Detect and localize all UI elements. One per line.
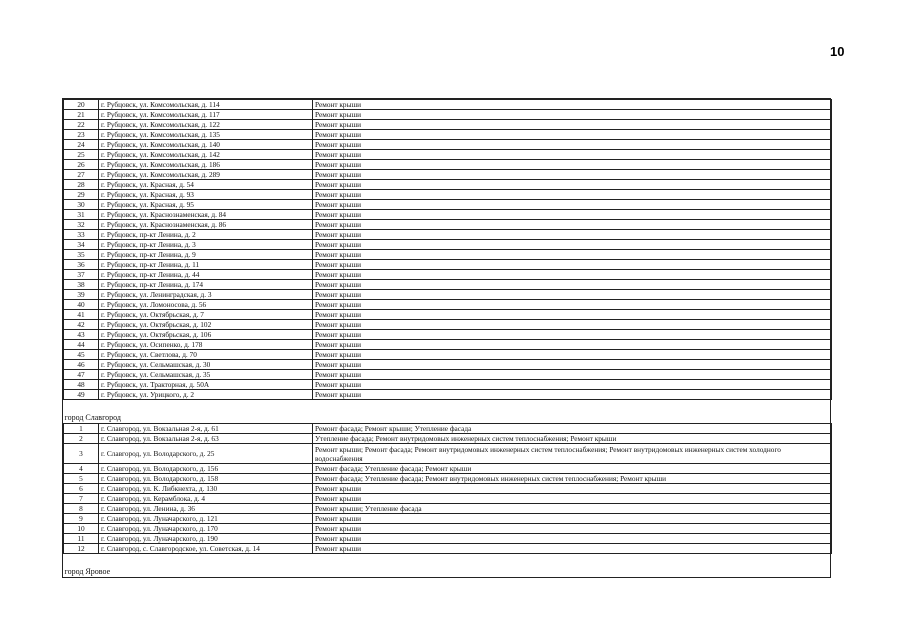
repair-list-table — [63, 99, 832, 577]
table-row — [64, 200, 832, 210]
row-address: г. Рубцовск, ул. Краснознаменская, д. 84 — [99, 210, 313, 220]
row-work-type: Ремонт крыши — [313, 514, 832, 524]
row-work-type: Ремонт крыши — [313, 320, 832, 330]
table-row — [64, 280, 832, 290]
row-number: 7 — [64, 494, 99, 504]
row-work-type: Ремонт крыши — [313, 494, 832, 504]
table-row — [64, 120, 832, 130]
table-row — [64, 110, 832, 120]
row-number: 37 — [64, 270, 99, 280]
row-number: 41 — [64, 310, 99, 320]
row-work-type: Ремонт крыши — [313, 260, 832, 270]
row-number: 1 — [64, 424, 99, 434]
row-work-type: Ремонт крыши — [313, 150, 832, 160]
row-number: 24 — [64, 140, 99, 150]
rubtsovsk-rows — [64, 100, 832, 400]
table-row — [64, 310, 832, 320]
table-row — [64, 524, 832, 534]
table-row — [64, 250, 832, 260]
row-number: 42 — [64, 320, 99, 330]
table-row — [64, 260, 832, 270]
row-work-type: Ремонт фасада; Ремонт крыши; Утепление фасада — [313, 424, 832, 434]
table-row — [64, 290, 832, 300]
row-address: г. Славгород, ул. Ленина, д. 36 — [99, 504, 313, 514]
row-address: г. Рубцовск, ул. Сельмашская, д. 35 — [99, 370, 313, 380]
row-work-type: Ремонт крыши — [313, 250, 832, 260]
row-address: г. Рубцовск, ул. Сельмашская, д. 30 — [99, 360, 313, 370]
row-work-type: Ремонт крыши — [313, 120, 832, 130]
row-number: 46 — [64, 360, 99, 370]
row-number: 6 — [64, 484, 99, 494]
row-work-type: Ремонт крыши — [313, 534, 832, 544]
row-number: 5 — [64, 474, 99, 484]
row-number: 38 — [64, 280, 99, 290]
section-heading-row — [64, 412, 832, 424]
table-row — [64, 380, 832, 390]
row-address: г. Рубцовск, ул. Комсомольская, д. 122 — [99, 120, 313, 130]
row-number: 26 — [64, 160, 99, 170]
row-number: 47 — [64, 370, 99, 380]
table-row — [64, 444, 832, 464]
row-work-type: Ремонт крыши; Ремонт фасада; Ремонт внутридомовых инженерных систем теплоснабжения; Ремонт внутридомовых инженерных систем холодного водоснабжения — [313, 444, 832, 464]
row-work-type: Ремонт крыши — [313, 350, 832, 360]
table-row — [64, 504, 832, 514]
row-work-type: Ремонт крыши — [313, 190, 832, 200]
row-address: г. Славгород, ул. Володарского, д. 156 — [99, 464, 313, 474]
table-row — [64, 190, 832, 200]
table-row — [64, 390, 832, 400]
row-work-type: Ремонт фасада; Утепление фасада; Ремонт внутридомовых инженерных систем теплоснабжения; Ремонт крыши — [313, 474, 832, 484]
row-address: г. Рубцовск, ул. Комсомольская, д. 186 — [99, 160, 313, 170]
row-address: г. Рубцовск, пр-кт Ленина, д. 174 — [99, 280, 313, 290]
row-address: г. Рубцовск, ул. Комсомольская, д. 114 — [99, 100, 313, 110]
row-address: г. Рубцовск, ул. Комсомольская, д. 142 — [99, 150, 313, 160]
row-address: г. Славгород, ул. Вокзальная 2-я, д. 63 — [99, 434, 313, 444]
row-number: 48 — [64, 380, 99, 390]
table-row — [64, 180, 832, 190]
row-work-type: Ремонт крыши — [313, 100, 832, 110]
row-number: 2 — [64, 434, 99, 444]
row-work-type: Ремонт крыши — [313, 160, 832, 170]
row-work-type: Ремонт крыши — [313, 170, 832, 180]
row-address: г. Славгород, ул. Луначарского, д. 190 — [99, 534, 313, 544]
row-address: г. Славгород, с. Славгородское, ул. Советская, д. 14 — [99, 544, 313, 554]
row-number: 49 — [64, 390, 99, 400]
table-row — [64, 370, 832, 380]
row-number: 20 — [64, 100, 99, 110]
row-work-type: Ремонт крыши — [313, 130, 832, 140]
row-address: г. Рубцовск, ул. Комсомольская, д. 135 — [99, 130, 313, 140]
row-work-type: Ремонт крыши — [313, 180, 832, 190]
row-address: г. Рубцовск, ул. Комсомольская, д. 140 — [99, 140, 313, 150]
row-address: г. Рубцовск, ул. Комсомольская, д. 117 — [99, 110, 313, 120]
row-number: 11 — [64, 534, 99, 544]
row-number: 8 — [64, 504, 99, 514]
repair-table — [62, 98, 831, 577]
row-address: г. Рубцовск, пр-кт Ленина, д. 11 — [99, 260, 313, 270]
table-row — [64, 320, 832, 330]
row-number: 10 — [64, 524, 99, 534]
table-row — [64, 100, 832, 110]
row-number: 32 — [64, 220, 99, 230]
row-address: г. Рубцовск, ул. Урицкого, д. 2 — [99, 390, 313, 400]
page-number: 10 — [830, 44, 845, 59]
table-row — [64, 170, 832, 180]
row-address: г. Славгород, ул. Луначарского, д. 170 — [99, 524, 313, 534]
table-row — [64, 434, 832, 444]
row-address: г. Рубцовск, пр-кт Ленина, д. 3 — [99, 240, 313, 250]
row-address: г. Славгород, ул. Володарского, д. 158 — [99, 474, 313, 484]
row-address: г. Рубцовск, ул. Октябрьская, д. 102 — [99, 320, 313, 330]
table-row — [64, 210, 832, 220]
row-address: г. Рубцовск, ул. Октябрьская, д. 7 — [99, 310, 313, 320]
table-row — [64, 150, 832, 160]
row-address: г. Рубцовск, ул. Краснознаменская, д. 86 — [99, 220, 313, 230]
row-number: 12 — [64, 544, 99, 554]
table-row — [64, 330, 832, 340]
row-address: г. Рубцовск, ул. Ломоносова, д. 56 — [99, 300, 313, 310]
row-number: 43 — [64, 330, 99, 340]
row-address: г. Рубцовск, ул. Красная, д. 54 — [99, 180, 313, 190]
row-address: г. Рубцовск, ул. Октябрьская, д. 106 — [99, 330, 313, 340]
row-work-type: Ремонт крыши — [313, 524, 832, 534]
row-number: 40 — [64, 300, 99, 310]
row-work-type: Ремонт крыши — [313, 270, 832, 280]
table-row — [64, 424, 832, 434]
row-address: г. Рубцовск, ул. Осипенко, д. 178 — [99, 340, 313, 350]
section-heading-row — [64, 566, 832, 577]
row-number: 30 — [64, 200, 99, 210]
row-address: г. Славгород, ул. Вокзальная 2-я, д. 61 — [99, 424, 313, 434]
row-work-type: Ремонт крыши — [313, 390, 832, 400]
row-address: г. Рубцовск, ул. Светлова, д. 70 — [99, 350, 313, 360]
row-number: 45 — [64, 350, 99, 360]
row-work-type: Ремонт крыши — [313, 484, 832, 494]
row-number: 25 — [64, 150, 99, 160]
row-work-type: Утепление фасада; Ремонт внутридомовых инженерных систем теплоснабжения; Ремонт крыши — [313, 434, 832, 444]
table-row — [64, 240, 832, 250]
slavgorod-section — [64, 400, 832, 424]
row-address: г. Рубцовск, пр-кт Ленина, д. 9 — [99, 250, 313, 260]
row-address: г. Рубцовск, пр-кт Ленина, д. 2 — [99, 230, 313, 240]
row-work-type: Ремонт крыши — [313, 300, 832, 310]
row-work-type: Ремонт крыши — [313, 290, 832, 300]
row-number: 21 — [64, 110, 99, 120]
row-work-type: Ремонт крыши — [313, 230, 832, 240]
row-work-type: Ремонт крыши — [313, 110, 832, 120]
row-work-type: Ремонт крыши — [313, 340, 832, 350]
row-work-type: Ремонт крыши — [313, 210, 832, 220]
yarovoe-section — [64, 554, 832, 578]
table-row — [64, 300, 832, 310]
row-number: 31 — [64, 210, 99, 220]
row-address: г. Славгород, ул. Луначарского, д. 121 — [99, 514, 313, 524]
row-address: г. Рубцовск, ул. Красная, д. 95 — [99, 200, 313, 210]
row-work-type: Ремонт крыши — [313, 200, 832, 210]
row-number: 27 — [64, 170, 99, 180]
table-row — [64, 474, 832, 484]
row-address: г. Славгород, ул. Володарского, д. 25 — [99, 444, 313, 464]
row-work-type: Ремонт крыши — [313, 310, 832, 320]
row-number: 34 — [64, 240, 99, 250]
table-bottom-border — [62, 577, 831, 578]
row-number: 3 — [64, 444, 99, 464]
row-number: 4 — [64, 464, 99, 474]
row-address: г. Рубцовск, ул. Ленинградская, д. 3 — [99, 290, 313, 300]
row-number: 39 — [64, 290, 99, 300]
row-number: 36 — [64, 260, 99, 270]
row-work-type: Ремонт фасада; Утепление фасада; Ремонт крыши — [313, 464, 832, 474]
row-number: 44 — [64, 340, 99, 350]
row-number: 9 — [64, 514, 99, 524]
row-work-type: Ремонт крыши — [313, 280, 832, 290]
table-row — [64, 514, 832, 524]
section-spacer — [64, 554, 832, 567]
table-row — [64, 230, 832, 240]
row-work-type: Ремонт крыши; Утепление фасада — [313, 504, 832, 514]
section-spacer — [64, 400, 832, 413]
row-work-type: Ремонт крыши — [313, 140, 832, 150]
row-address: г. Рубцовск, пр-кт Ленина, д. 44 — [99, 270, 313, 280]
slavgorod-rows — [64, 424, 832, 554]
table-row — [64, 130, 832, 140]
row-work-type: Ремонт крыши — [313, 544, 832, 554]
row-address: г. Рубцовск, ул. Комсомольская, д. 289 — [99, 170, 313, 180]
table-row — [64, 270, 832, 280]
row-address: г. Славгород, ул. Керамблока, д. 4 — [99, 494, 313, 504]
table-row — [64, 220, 832, 230]
row-work-type: Ремонт крыши — [313, 220, 832, 230]
row-work-type: Ремонт крыши — [313, 240, 832, 250]
table-row — [64, 494, 832, 504]
row-work-type: Ремонт крыши — [313, 370, 832, 380]
table-row — [64, 350, 832, 360]
table-row — [64, 340, 832, 350]
row-address: г. Рубцовск, ул. Красная, д. 93 — [99, 190, 313, 200]
table-row — [64, 544, 832, 554]
table-row — [64, 160, 832, 170]
row-work-type: Ремонт крыши — [313, 360, 832, 370]
row-address: г. Рубцовск, ул. Тракторная, д. 50А — [99, 380, 313, 390]
row-number: 35 — [64, 250, 99, 260]
row-number: 29 — [64, 190, 99, 200]
table-row — [64, 484, 832, 494]
row-work-type: Ремонт крыши — [313, 380, 832, 390]
table-row — [64, 534, 832, 544]
yarovoe-heading: город Яровое — [64, 567, 111, 576]
row-number: 33 — [64, 230, 99, 240]
row-number: 28 — [64, 180, 99, 190]
row-number: 22 — [64, 120, 99, 130]
table-row — [64, 464, 832, 474]
row-number: 23 — [64, 130, 99, 140]
row-address: г. Славгород, ул. К. Либкнехта, д. 130 — [99, 484, 313, 494]
row-work-type: Ремонт крыши — [313, 330, 832, 340]
slavgorod-heading: город Славгород — [64, 413, 121, 422]
table-row — [64, 140, 832, 150]
table-row — [64, 360, 832, 370]
